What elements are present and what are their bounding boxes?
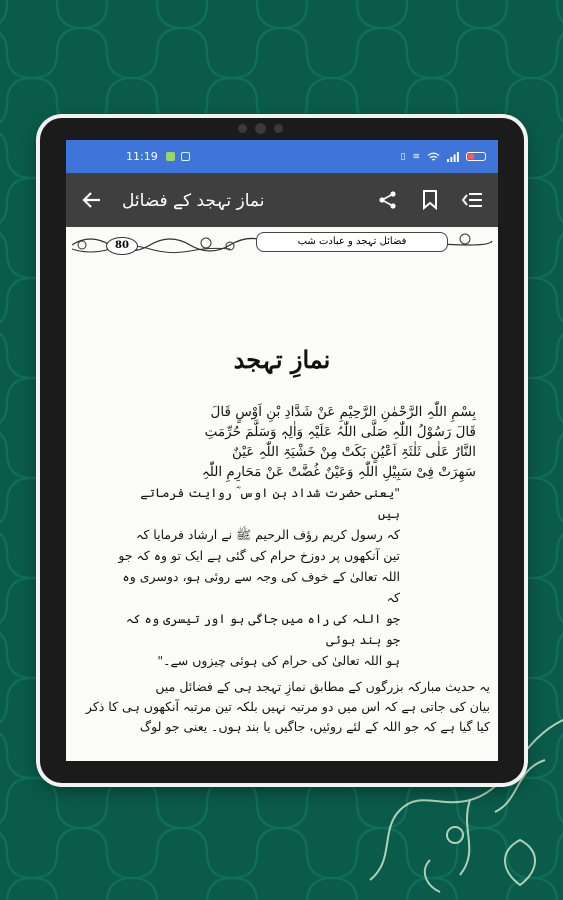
urdu-line: کہ رسول کریم رؤف الرحیم ﷺ نے ارشاد فرمایا کہ [136, 527, 400, 542]
battery-icon [466, 152, 486, 161]
signal-icon [447, 152, 459, 162]
bookmark-icon[interactable] [418, 188, 442, 212]
urdu-translation [76, 482, 490, 671]
urdu-line: ہو اللہ تعالیٰ کی حرام کی ہوئی چیزوں سے۔" [157, 653, 400, 668]
vibrate-icon: ▯ [400, 151, 406, 162]
page-header [70, 229, 494, 259]
list-icon[interactable] [460, 188, 484, 212]
running-head: فضائل تہجد و عبادت شب [256, 232, 448, 252]
wifi-call-icon: ≋ [412, 151, 420, 162]
paragraph-line: یہ حدیث مبارکہ بزرگوں کے مطابق نمازِ تہجد ہی کے فضائل میں [155, 679, 490, 694]
status-bar [66, 140, 498, 173]
page-number: 80 [106, 237, 138, 255]
arabic-hadith-text [76, 402, 490, 482]
paragraph-line: بیان کی جاتی ہے کہ اس میں دو مرتبہ نہیں بلکہ تین مرتبہ آنکھوں ہی کا ذکر [85, 699, 490, 714]
urdu-line: جو اللہ کی راہ میں جاگی ہو اور تیسری وہ کہ جو بند ہوئی [125, 611, 400, 647]
page-body [76, 402, 490, 737]
arabic-line: قَالَ رَسُوْلُ اللّٰہِ صَلَّی اللّٰہُ عَلَیْہِ وَاٰلِہٖ وَسَلَّمَ حُرِّمَتِ [204, 424, 476, 440]
notification-icon [166, 152, 175, 161]
page-title: نماز تہجد کے فضائل [122, 190, 265, 211]
app-screen [66, 140, 498, 761]
screenshot-icon [181, 152, 190, 161]
book-page[interactable] [66, 227, 498, 761]
wifi-icon [427, 152, 440, 162]
paragraph-line: کیا گیا ہے کہ جو اللہ کے لئے روئیں، جاگیں یا بند ہوں۔ یعنی جو لوگ [139, 719, 490, 734]
arabic-line: سَھِرَتْ فِیْ سَبِیْلِ اللّٰہِ وَعَیْنٌ غُضَّتْ عَنْ مَحَارِمِ اللّٰہِ [201, 464, 476, 480]
arabic-line: بِسْمِ اللّٰہِ الرَّحْمٰنِ الرَّحِیْمِ عَنْ شَدَّادِ بْنِ اَوْسٍ قَالَ [210, 404, 476, 420]
status-time: 11:19 [126, 150, 158, 163]
chapter-title: نمازِ تہجد [233, 345, 331, 374]
camera-lens [255, 123, 266, 134]
tablet-frame [40, 118, 524, 783]
arrow-left-icon[interactable] [80, 188, 104, 212]
urdu-line: "یعنی حضرت شداد بن اوس ؓ روایت فرماتے ہیں [140, 485, 400, 521]
app-toolbar [66, 173, 498, 227]
sensor-dot [274, 124, 283, 133]
share-icon[interactable] [376, 188, 400, 212]
commentary-paragraph [76, 677, 490, 737]
camera-dot [238, 124, 247, 133]
urdu-line: اللہ تعالیٰ کے خوف کی وجہ سے روئی ہو، دوسری وہ کہ [122, 569, 400, 605]
arabic-line: النَّارُ عَلٰی ثَلٰثَۃِ اَعْیُنٍ بَکَتْ مِنْ خَشْیَۃِ اللّٰہِ عَیْنٌ [231, 444, 476, 460]
urdu-line: تین آنکھوں پر دوزخ حرام کی گئی ہے ایک تو وہ کہ جو [118, 548, 400, 563]
